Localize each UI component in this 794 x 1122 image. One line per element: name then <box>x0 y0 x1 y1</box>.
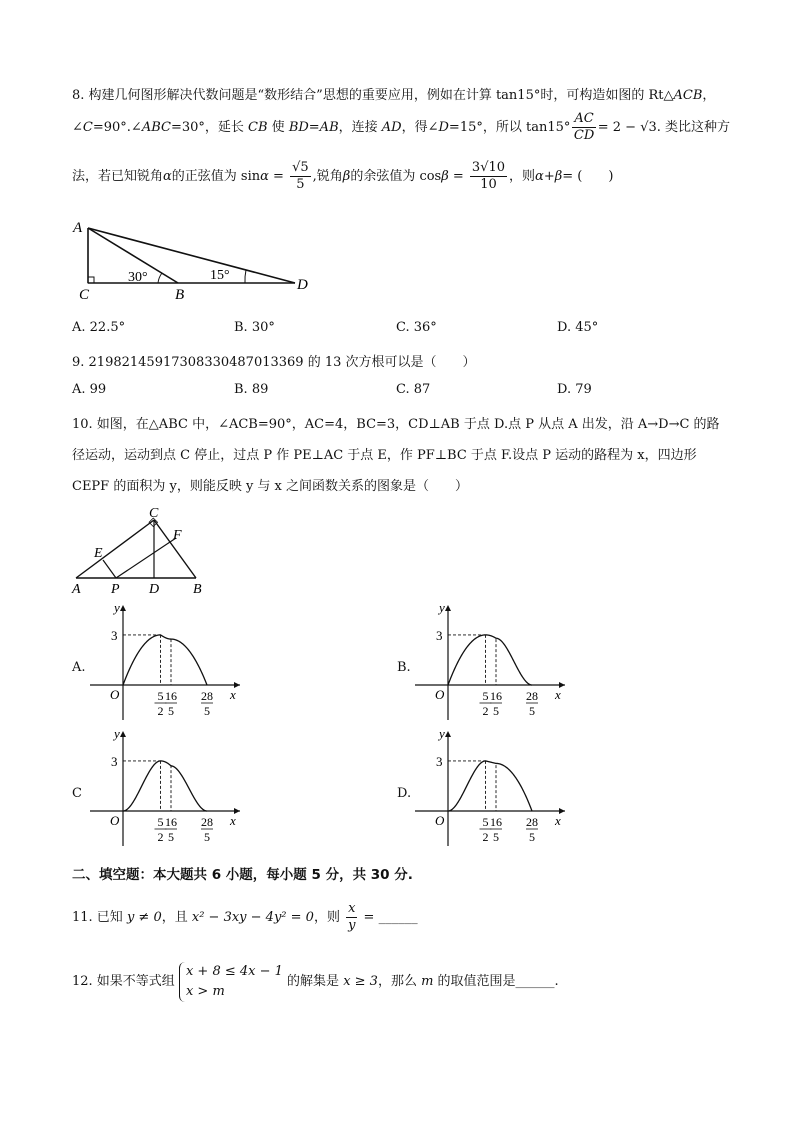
graph-option-b-label[interactable]: B. <box>397 660 411 675</box>
y-axis-label: y <box>114 600 120 615</box>
y-axis-arrow <box>445 605 451 611</box>
fraction-3sqrt10-10: $\frac{3√10}{10}$ <box>471 160 506 192</box>
q9-option-c[interactable]: C. 87 <box>396 382 431 397</box>
y-axis-label: y <box>114 726 120 741</box>
graph-option-b[interactable] <box>415 600 575 725</box>
graph-option-a-label[interactable]: A. <box>72 660 86 675</box>
q8-triangle-figure <box>70 215 320 305</box>
q8-option-b[interactable]: B. 30° <box>234 320 275 335</box>
label-P: P <box>111 582 120 597</box>
x-tick-denominator: 2 <box>157 830 164 844</box>
x-axis-label: x <box>230 813 236 828</box>
q10-line1: 10. 如图，在△ABC 中，∠ACB=90°，AC=4，BC=3，CD⊥AB 于点 D.点 P 从点 A 出发，沿 A→D→C 的路 <box>72 417 720 432</box>
label-C: C <box>149 506 159 521</box>
segment-pf <box>116 538 176 578</box>
segment-pe <box>103 560 116 578</box>
fraction-ac-cd: $\frac{AC}{CD}$ <box>573 111 595 143</box>
x-tick-denominator: 2 <box>157 704 164 718</box>
x-tick-numerator: 5 <box>157 689 164 703</box>
q8-option-c[interactable]: C. 36° <box>396 320 437 335</box>
q8-line2: ∠C=90°.∠ABC=30°，延长 CB 使 BD=AB，连接 AD，得∠D=15°，所以 tan15° $\frac{AC}{CD}$ = 2 − √3. 类比这种方 <box>72 111 731 143</box>
q12-answer-blank[interactable]: 的取值范围是______. <box>433 974 559 989</box>
x-tick-denominator: 5 <box>204 704 210 718</box>
label-B: B <box>175 287 185 303</box>
x-tick-denominator: 5 <box>168 704 174 718</box>
y-axis-arrow <box>120 605 126 611</box>
angle-arc-30 <box>158 273 162 283</box>
x-axis-label: x <box>230 687 236 702</box>
label-D: D <box>297 277 308 293</box>
label-A: A <box>73 220 83 236</box>
x-tick-numerator: 16 <box>165 815 177 829</box>
origin-label: O <box>110 687 120 702</box>
section-title: 二、填空题：本大题共 6 小题，每小题 5 分，共 30 分. <box>72 867 413 883</box>
y-axis-arrow <box>120 731 126 737</box>
label-D: D <box>149 582 160 597</box>
q8-option-a[interactable]: A. 22.5° <box>72 320 126 335</box>
q12-text: 12. 如果不等式组 x + 8 ≤ 4x − 1 x > m 的解集是 x ≥ 3，那么 m 的取值范围是______. <box>72 960 559 1004</box>
label-E: E <box>94 546 103 561</box>
q9-text: 9. 2198214591730833048701336​9 的 13 次方根可以是（ ） <box>72 355 476 370</box>
x-tick-denominator: 5 <box>529 704 535 718</box>
q8-line1: 8. 构建几何图形解决代数问题是“数形结合”思想的重要应用，例如在计算 tan15°时，可构造如图的 Rt△ACB， <box>72 88 716 103</box>
origin-label: O <box>110 813 120 828</box>
function-curve <box>123 761 207 811</box>
segment-ac <box>76 520 154 578</box>
graph-option-a[interactable] <box>90 600 250 725</box>
q10-triangle-figure <box>66 505 216 600</box>
x-tick-numerator: 5 <box>482 815 489 829</box>
origin-label: O <box>435 813 445 828</box>
label-C: C <box>79 287 90 303</box>
x-tick-denominator: 5 <box>529 830 535 844</box>
x-axis-label: x <box>555 813 561 828</box>
function-curve <box>448 761 532 811</box>
x-tick-denominator: 5 <box>168 830 174 844</box>
inequality-system: x + 8 ≤ 4x − 1 x > m <box>179 962 283 1002</box>
q8-line3: 法，若已知锐角α的正弦值为 sinα = $\frac{√5}{5}$ ,锐角β的余弦值为 cosβ = $\frac{3√10}{10}$ ，则α+β= ( ) <box>72 160 614 192</box>
q8-option-d[interactable]: D. 45° <box>557 320 599 335</box>
x-tick-denominator: 2 <box>482 830 489 844</box>
x-tick-numerator: 28 <box>201 689 213 703</box>
label-angle-30: 30° <box>128 270 148 285</box>
q10-line2: 径运动，运动到点 C 停止，过点 P 作 PE⊥AC 于点 E，作 PF⊥BC 于点 F.设点 P 运动的路程为 x，四边形 <box>72 448 697 463</box>
y-axis-label: y <box>439 726 445 741</box>
y-tick-3: 3 <box>436 627 443 643</box>
x-tick-denominator: 2 <box>482 704 489 718</box>
x-tick-numerator: 16 <box>490 689 502 703</box>
function-curve <box>123 635 207 685</box>
x-tick-numerator: 16 <box>165 689 177 703</box>
origin-label: O <box>435 687 445 702</box>
label-A: A <box>72 582 81 597</box>
label-B: B <box>193 582 202 597</box>
right-angle-mark <box>88 277 94 283</box>
x-tick-numerator: 5 <box>157 815 164 829</box>
y-tick-3: 3 <box>111 753 118 769</box>
x-tick-numerator: 5 <box>482 689 489 703</box>
fraction-x-y: $\frac{x}{y}$ <box>348 901 356 933</box>
segment-ad <box>88 228 295 283</box>
graph-option-d[interactable] <box>415 726 575 851</box>
angle-arc-15 <box>245 270 246 283</box>
x-tick-numerator: 28 <box>526 689 538 703</box>
q11-answer-blank[interactable]: = ______ <box>359 910 418 925</box>
q9-option-b[interactable]: B. 89 <box>234 382 269 397</box>
x-axis-label: x <box>555 687 561 702</box>
x-tick-numerator: 16 <box>490 815 502 829</box>
label-angle-15: 15° <box>210 268 230 283</box>
x-tick-denominator: 5 <box>204 830 210 844</box>
y-tick-3: 3 <box>436 753 443 769</box>
x-tick-denominator: 5 <box>493 830 499 844</box>
graph-option-c[interactable] <box>90 726 250 851</box>
function-curve <box>448 635 532 685</box>
q9-option-a[interactable]: A. 99 <box>72 382 107 397</box>
q11-text: 11. 已知 y ≠ 0，且 x² − 3xy − 4y² = 0，则 $\frac{x}{y}$ = ______ <box>72 901 418 933</box>
x-tick-numerator: 28 <box>201 815 213 829</box>
graph-option-c-label[interactable]: C <box>72 786 82 801</box>
q10-line3: CEPF 的面积为 y，则能反映 y 与 x 之间函数关系的图象是（ ） <box>72 479 469 494</box>
y-axis-label: y <box>439 600 445 615</box>
graph-option-d-label[interactable]: D. <box>397 786 412 801</box>
label-F: F <box>173 528 182 543</box>
y-axis-arrow <box>445 731 451 737</box>
fraction-sqrt5-5: $\frac{√5}{5}$ <box>292 160 309 192</box>
x-tick-denominator: 5 <box>493 704 499 718</box>
y-tick-3: 3 <box>111 627 118 643</box>
x-tick-numerator: 28 <box>526 815 538 829</box>
q9-option-d[interactable]: D. 79 <box>557 382 592 397</box>
